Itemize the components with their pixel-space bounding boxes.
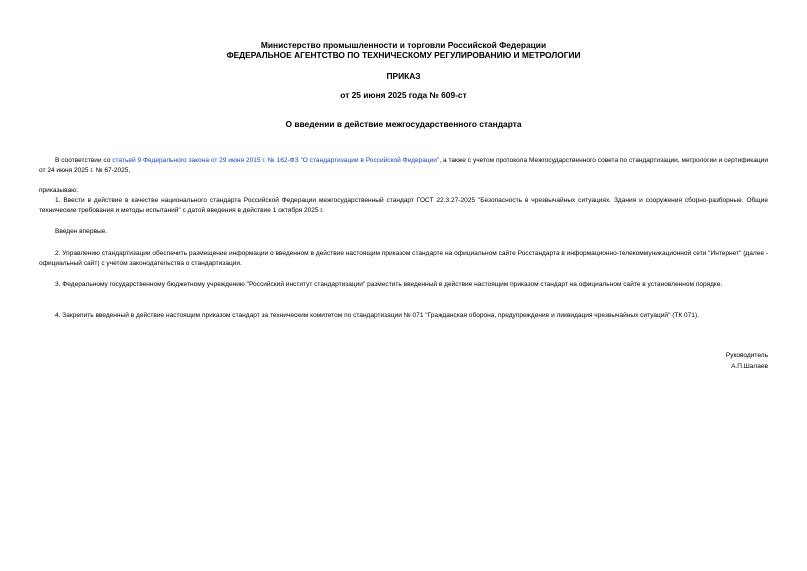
order-item-1: 1. Ввести в действие в качестве национального стандарта Российской Федерации межгосударственный стандарт ГОСТ 22.3.27-2025 "Безопасность в чрезвычайных ситуациях. Здания и сооружения сборно-разборные. Общие технические требования и методы испытаний" с датой введения в действие 1 октября 2025 г. [39,197,768,214]
order-item-4: 4. Закрепить введенный в действие настоящим приказом стандарт за техническим комитетом по стандартизации № 071 "Гражданская оборона, предупреждение и ликвидация чрезвычайных ситуаций" (ТК 071). [55,312,699,319]
preamble-text-after: , а также с учетом протокола Межгосударственного совета по стандартизации, метрологии и сертификации от 24 июня 2025 г. № 67-2025, [39,157,768,174]
document-date-number: от 25 июня 2025 года № 609-ст [340,90,467,100]
document-type: ПРИКАЗ [386,71,421,81]
order-word: приказываю: [39,187,78,194]
order-item-2: 2. Управлению стандартизации обеспечить размещение информации о введенном в действие настоящим приказом стандарте на официальном сайте Росстандарта в информационно-телекоммуникационной сети "Интернет" (далее - официальный сайт) с учетом законодательства о стандартизации. [39,250,768,267]
ministry-name: Министерство промышленности и торговли Российской Федерации [260,40,547,50]
order-item-3: 3. Федеральному государственному бюджетному учреждению "Российский институт стандартизации" разместить введенный в действие настоящим приказом стандарт на официальном сайте в установленном порядке. [55,281,723,288]
preamble-paragraph [39,156,768,176]
federal-law-link[interactable]: статьей 9 Федерального закона от 29 июня 2015 г. № 162-ФЗ "О стандартизации в Российской Федерации" [112,157,440,164]
introduced-first-time-note: Введен впервые. [55,228,108,235]
signatory-name: А.П.Шалаев [731,363,768,370]
preamble-text-before: В соответствии со [55,157,113,164]
document-title: О введении в действие межгосударственного стандарта [285,119,522,129]
signatory-position: Руководитель [725,352,768,359]
agency-name: ФЕДЕРАЛЬНОЕ АГЕНТСТВО ПО ТЕХНИЧЕСКОМУ РЕГУЛИРОВАНИЮ И МЕТРОЛОГИИ [226,50,581,60]
